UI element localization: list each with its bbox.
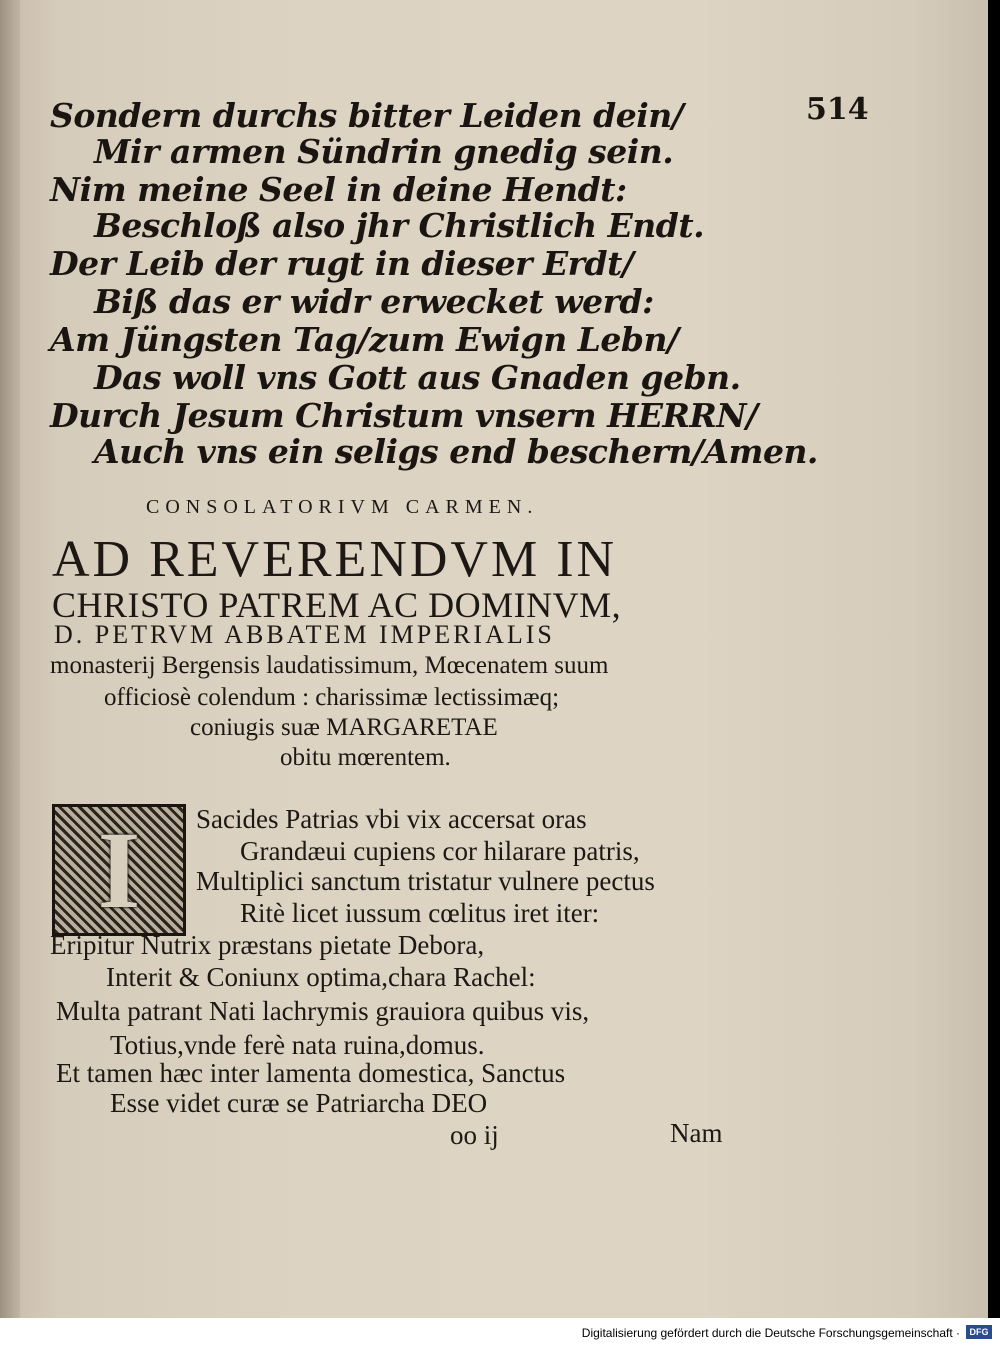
footer-bar (0, 1318, 1000, 1348)
signature-mark: oo ij (450, 1120, 499, 1150)
dfg-logo[interactable]: DFG (966, 1325, 992, 1339)
german-line-3: Nim meine Seel in deine Hendt: (50, 170, 627, 209)
german-line-5: Der Leib der rugt in dieser Erdt/ (50, 244, 634, 283)
footer-credit: Digitalisierung gefördert durch die Deutsche Forschungsgemeinschaft · (581, 1326, 960, 1340)
poem-line-3: Multiplici sanctum tristatur vulnere pectus (196, 866, 655, 896)
german-line-7: Am Jüngsten Tag/zum Ewign Lebn/ (50, 320, 679, 359)
heading-line-7: obitu mœrentem. (280, 744, 451, 771)
heading-line-3: D. PETRVM ABBATEM IMPERIALIS (54, 620, 555, 649)
poem-line-6: Interit & Coniunx optima,chara Rachel: (106, 962, 536, 992)
decorated-initial (52, 804, 186, 936)
german-line-4: Beschloß also jhr Christlich Endt. (94, 206, 705, 245)
german-line-2: Mir armen Sündrin gnedig sein. (94, 132, 674, 171)
page-number: 514 (806, 92, 869, 127)
poem-line-9: Et tamen hæc inter lamenta domestica, Sanctus (56, 1058, 566, 1088)
poem-line-7: Multa patrant Nati lachrymis grauiora quibus vis, (56, 996, 590, 1026)
heading-line-2: CHRISTO PATREM AC DOMINVM, (52, 585, 622, 625)
poem-line-10: Esse videt curæ se Patriarcha DEO (110, 1088, 488, 1118)
poem-line-8: Totius,vnde ferè nata ruina,domus. (110, 1030, 485, 1060)
page-gutter (0, 0, 20, 1318)
german-line-8: Das woll vns Gott aus Gnaden gebn. (94, 358, 741, 397)
heading-line-6: coniugis suæ MARGARETAE (190, 714, 498, 741)
german-line-6: Biß das er widr erwecket werd: (94, 282, 654, 321)
initial-letter: I (97, 809, 141, 931)
heading-line-5: officiosè colendum : charissimæ lectissimæq; (104, 684, 560, 711)
german-line-9: Durch Jesum Christum vnsern HERRN/ (50, 396, 758, 435)
german-line-10: Auch vns ein seligs end beschern/Amen. (94, 432, 818, 471)
poem-line-4: Ritè licet iussum cœlitus iret iter: (240, 898, 600, 928)
poem-line-1: Sacides Patrias vbi vix accersat oras (196, 804, 587, 834)
heading-line-1: AD REVERENDVM IN (52, 531, 618, 588)
german-line-1: Sondern durchs bitter Leiden dein/ (50, 96, 684, 135)
poem-line-5: Eripitur Nutrix præstans pietate Debora, (50, 930, 485, 960)
poem-line-2: Grandæui cupiens cor hilarare patris, (240, 836, 640, 866)
catchword: Nam (670, 1118, 723, 1148)
heading-line-4: monasterij Bergensis laudatissimum, Mœcenatem suum (50, 652, 609, 679)
heading-small-caps: CONSOLATORIVM CARMEN. (146, 496, 539, 518)
